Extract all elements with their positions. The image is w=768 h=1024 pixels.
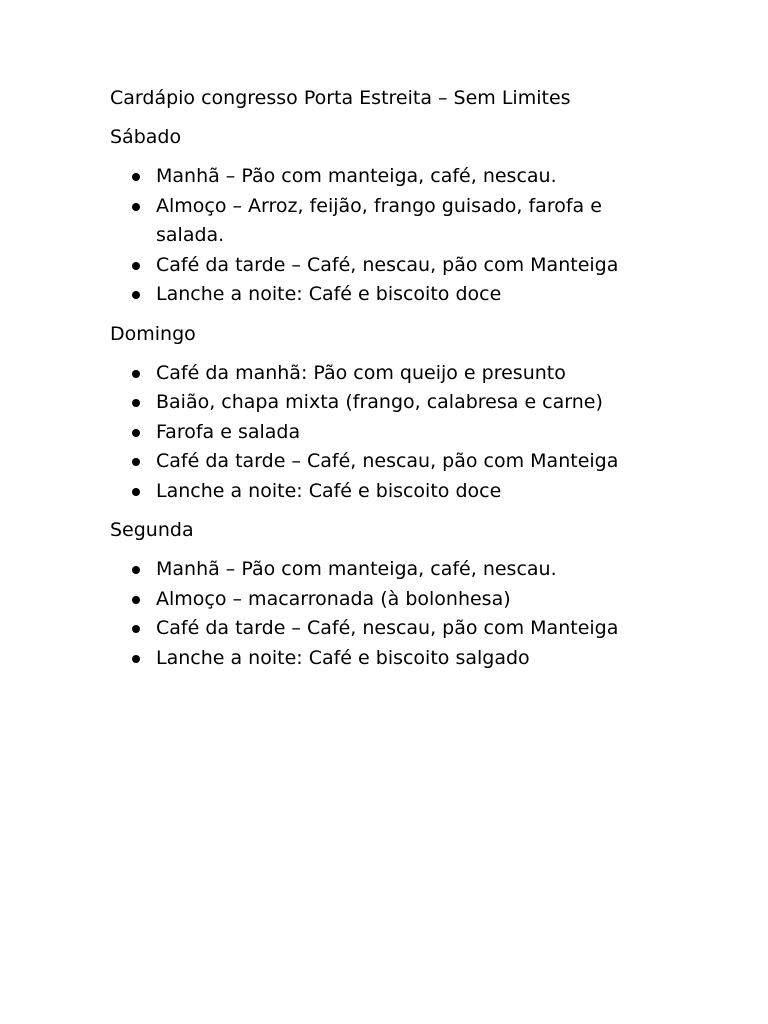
menu-item [156, 585, 626, 615]
day-heading: Sábado [110, 126, 182, 148]
menu-list [110, 555, 626, 673]
menu-item [156, 162, 626, 192]
menu-item-text: Café da manhã: Pão com queijo e presunto [156, 361, 566, 384]
day-section-domingo [110, 320, 710, 507]
day-section-segunda [110, 516, 710, 673]
menu-item-text: Manhã – Pão com manteiga, café, nescau. [156, 165, 557, 187]
document-content [110, 84, 710, 683]
menu-item-text: Café da tarde – Café, nescau, pão com Manteiga [156, 450, 619, 472]
bullet-icon [132, 262, 140, 270]
menu-item [156, 614, 626, 644]
menu-item-text: Farofa e salada [156, 420, 301, 443]
menu-list [110, 359, 626, 507]
bullet-icon [132, 625, 140, 633]
day-section-sabado [110, 123, 710, 310]
document-title: Cardápio congresso Porta Estreita – Sem Limites [110, 87, 571, 109]
bullet-icon [132, 655, 140, 663]
menu-item [156, 251, 626, 281]
menu-item [156, 477, 626, 507]
menu-item [156, 388, 626, 418]
bullet-icon [132, 203, 140, 211]
menu-item [156, 192, 626, 251]
menu-item [156, 447, 626, 477]
menu-item [156, 555, 626, 585]
bullet-icon [132, 370, 140, 378]
bullet-icon [132, 173, 140, 181]
menu-item-text: Café da tarde – Café, nescau, pão com Manteiga [156, 617, 619, 639]
day-heading: Domingo [110, 322, 196, 345]
menu-item-text: Baião, chapa mixta (frango, calabresa e carne) [156, 391, 603, 413]
menu-item [156, 359, 626, 389]
menu-item [156, 644, 626, 674]
menu-item [156, 418, 626, 448]
menu-item-text: Lanche a noite: Café e biscoito doce [156, 283, 502, 305]
menu-item-text: Manhã – Pão com manteiga, café, nescau. [156, 558, 557, 580]
bullet-icon [132, 566, 140, 574]
menu-item-text: Almoço – Arroz, feijão, frango guisado, farofa e salada. [156, 194, 602, 246]
bullet-icon [132, 429, 140, 437]
bullet-icon [132, 291, 140, 299]
menu-item-text: Almoço – macarronada (à bolonhesa) [156, 587, 511, 610]
day-heading: Segunda [110, 519, 194, 541]
menu-item-text: Lanche a noite: Café e biscoito salgado [156, 646, 530, 669]
menu-list [110, 162, 626, 310]
menu-item-text: Lanche a noite: Café e biscoito doce [156, 479, 502, 502]
menu-item-text: Café da tarde – Café, nescau, pão com Manteiga [156, 253, 619, 276]
bullet-icon [132, 399, 140, 407]
menu-item [156, 280, 626, 310]
bullet-icon [132, 596, 140, 604]
bullet-icon [132, 488, 140, 496]
bullet-icon [132, 458, 140, 466]
